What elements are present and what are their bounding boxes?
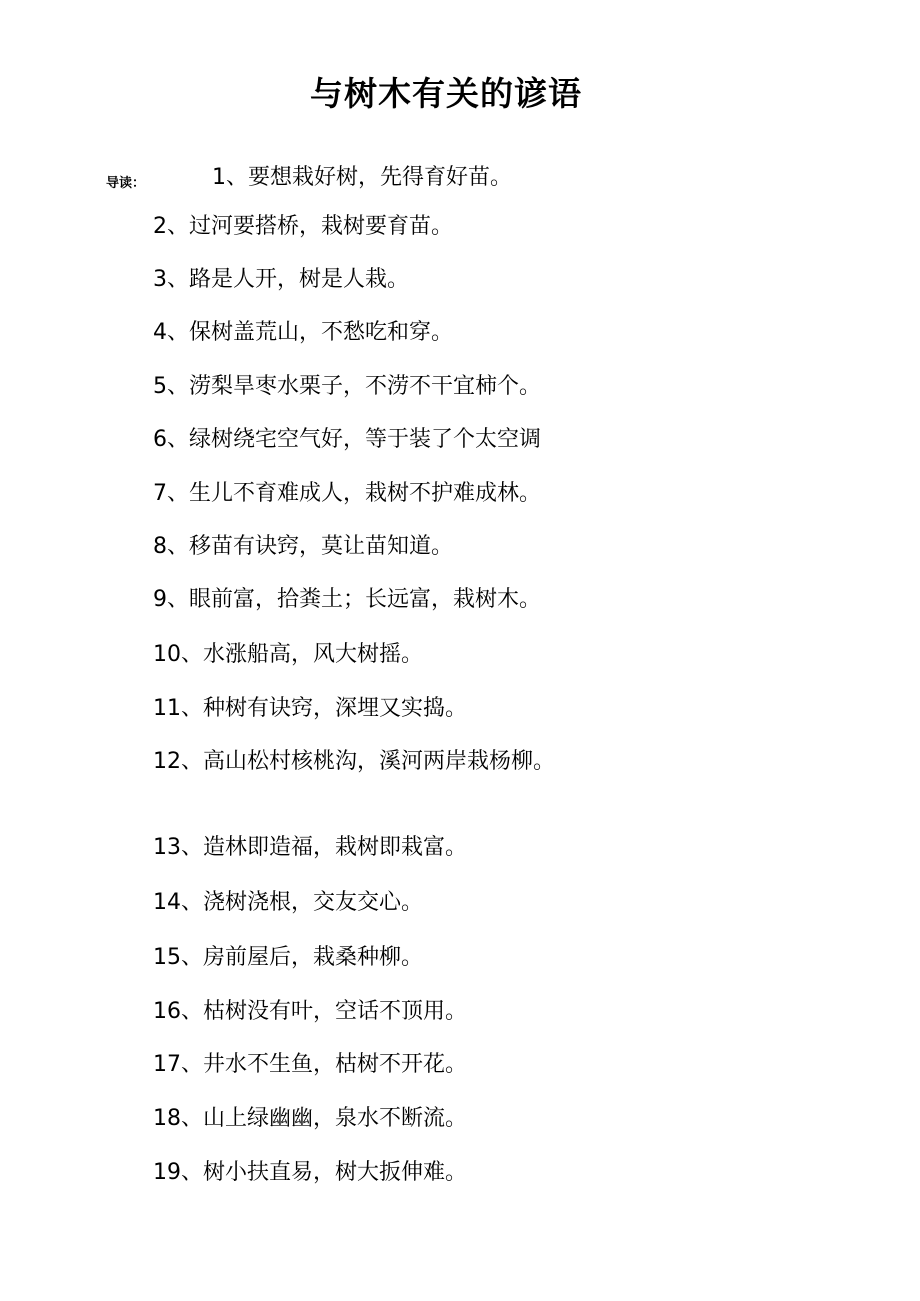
proverb-text: 保树盖荒山，不愁吃和穿。: [189, 320, 454, 345]
proverb-number: 13、: [153, 835, 203, 860]
proverb-item: [153, 997, 467, 1027]
proverb-item: [153, 479, 541, 509]
proverb-number: 7、: [153, 481, 189, 506]
proverb-number: 12、: [153, 749, 203, 774]
proverb-item: [153, 1104, 467, 1134]
proverb-number: 9、: [153, 587, 189, 612]
proverb-number: 8、: [153, 534, 189, 559]
proverb-text: 移苗有诀窍，莫让苗知道。: [189, 534, 454, 559]
proverb-item: [153, 585, 541, 615]
proverb-number: 17、: [153, 1052, 203, 1077]
proverb-number: 3、: [153, 267, 189, 292]
proverb-number: 18、: [153, 1106, 203, 1131]
proverb-item: [153, 943, 423, 973]
proverb-item: [153, 265, 409, 295]
proverb-item: [153, 747, 573, 777]
proverb-text: 水涨船高，风大树摇。: [203, 642, 424, 667]
proverb-number: 10、: [153, 642, 203, 667]
proverb-number: 1、: [212, 165, 248, 190]
proverb-text: 要想栽好树，先得育好苗。: [248, 165, 513, 190]
proverb-item: [153, 318, 453, 348]
proverb-text: 生儿不育难成人，栽树不护难成林。: [189, 481, 542, 506]
proverb-number: 15、: [153, 945, 203, 970]
proverb-text: 房前屋后，栽桑种柳。: [203, 945, 424, 970]
proverb-item: [153, 425, 541, 455]
proverb-item: [153, 532, 453, 562]
proverb-text: 高山松村核桃沟，溪河两岸栽杨柳。: [203, 749, 556, 774]
document-title: 与树木有关的谚语: [310, 74, 582, 113]
proverb-text: 井水不生鱼，枯树不开花。: [203, 1052, 468, 1077]
proverb-number: 16、: [153, 999, 203, 1024]
proverb-item: [153, 1158, 467, 1188]
proverb-number: 19、: [153, 1160, 203, 1185]
proverb-text: 造林即造福，栽树即栽富。: [203, 835, 468, 860]
proverb-number: 11、: [153, 696, 203, 721]
proverb-text: 过河要搭桥，栽树要育苗。: [189, 214, 454, 239]
proverb-text: 山上绿幽幽，泉水不断流。: [203, 1106, 468, 1131]
proverb-text: 浇树浇根，交友交心。: [203, 890, 424, 915]
proverb-text: 种树有诀窍，深埋又实捣。: [203, 696, 468, 721]
proverb-item: [153, 212, 453, 242]
proverb-text: 树小扶直易，树大扳伸难。: [203, 1160, 468, 1185]
proverb-text: 绿树绕宅空气好，等于装了个太空调: [189, 427, 542, 452]
proverb-item: [153, 640, 423, 670]
proverb-number: 4、: [153, 320, 189, 345]
proverb-number: 14、: [153, 890, 203, 915]
proverb-text: 枯树没有叶，空话不顶用。: [203, 999, 468, 1024]
proverb-text: 涝梨旱枣水栗子，不涝不干宜柿个。: [189, 374, 542, 399]
proverb-text: 眼前富，拾粪土；长远富，栽树木。: [189, 587, 542, 612]
proverb-number: 5、: [153, 374, 189, 399]
proverb-item: [153, 372, 541, 402]
proverb-number: 6、: [153, 427, 189, 452]
proverb-item: [212, 163, 512, 193]
proverb-item: [153, 1050, 467, 1080]
proverb-item: [153, 694, 467, 724]
intro-label: 导读：: [106, 176, 146, 191]
proverb-number: 2、: [153, 214, 189, 239]
proverb-item: [153, 833, 467, 863]
proverb-item: [153, 888, 423, 918]
proverb-text: 路是人开，树是人栽。: [189, 267, 410, 292]
